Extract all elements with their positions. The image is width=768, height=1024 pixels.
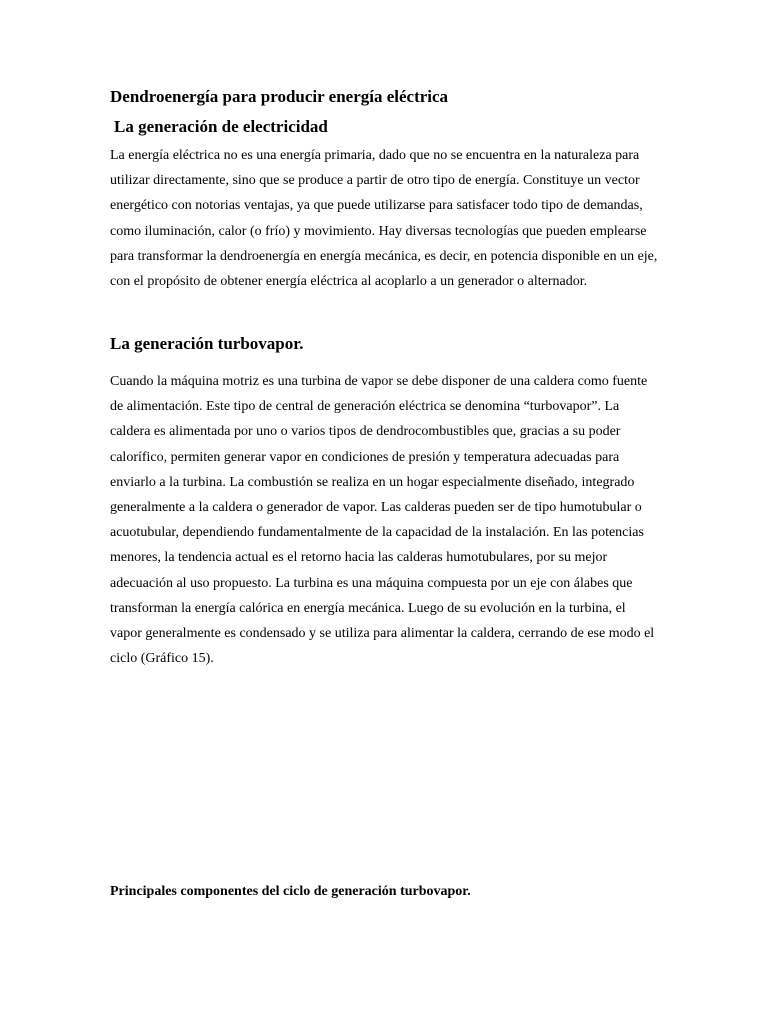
section-heading-electricidad: La generación de electricidad	[114, 117, 328, 136]
section-heading-turbovapor: La generación turbovapor.	[110, 334, 304, 353]
document-title: Dendroenergía para producir energía eléctrica	[110, 87, 449, 106]
paragraph-turbovapor: Cuando la máquina motriz es una turbina de vapor se debe disponer de una caldera como fuente de alimentación. Este tipo de central de generación eléctrica se denomina “turbovapor”. La caldera es alimentada por uno o varios tipos de dendrocombustibles que, gracias a su poder calorífico, permiten generar vapor en condiciones de presión y temperatura adecuadas para enviarlo a la turbina. La combustión se realiza en un hogar especialmente diseñado, integrado generalmente a la caldera o generador de vapor. Las calderas pueden ser de tipo humotubular o acuotubular, dependiendo fundamentalmente de la capacidad de la instalación. En las potencias menores, la tendencia actual es el retorno hacia las calderas humotubulares, por su mejor adecuación al uso propuesto. La turbina es una máquina compuesta por un eje con álabes que transforman la energía calórica en energía mecánica. Luego de su evolución en la turbina, el vapor generalmente es condensado y se utiliza para alimentar la caldera, cerrando de ese modo el ciclo (Gráfico 15).	[110, 374, 655, 667]
figure-caption: Principales componentes del ciclo de generación turbovapor.	[110, 884, 471, 899]
paragraph-electricidad: La energía eléctrica no es una energía primaria, dado que no se encuentra en la naturaleza para utilizar directamente, sino que se produce a partir de otro tipo de energía. Constituye un vector energético con notorias ventajas, ya que puede utilizarse para satisfacer todo tipo de demandas, como iluminación, calor (o frío) y movimiento. Hay diversas tecnologías que pueden emplearse para transformar la dendroenergía en energía mecánica, es decir, en potencia disponible en un eje, con el propósito de obtener energía eléctrica al acoplarlo a un generador o alternador.	[110, 148, 658, 290]
